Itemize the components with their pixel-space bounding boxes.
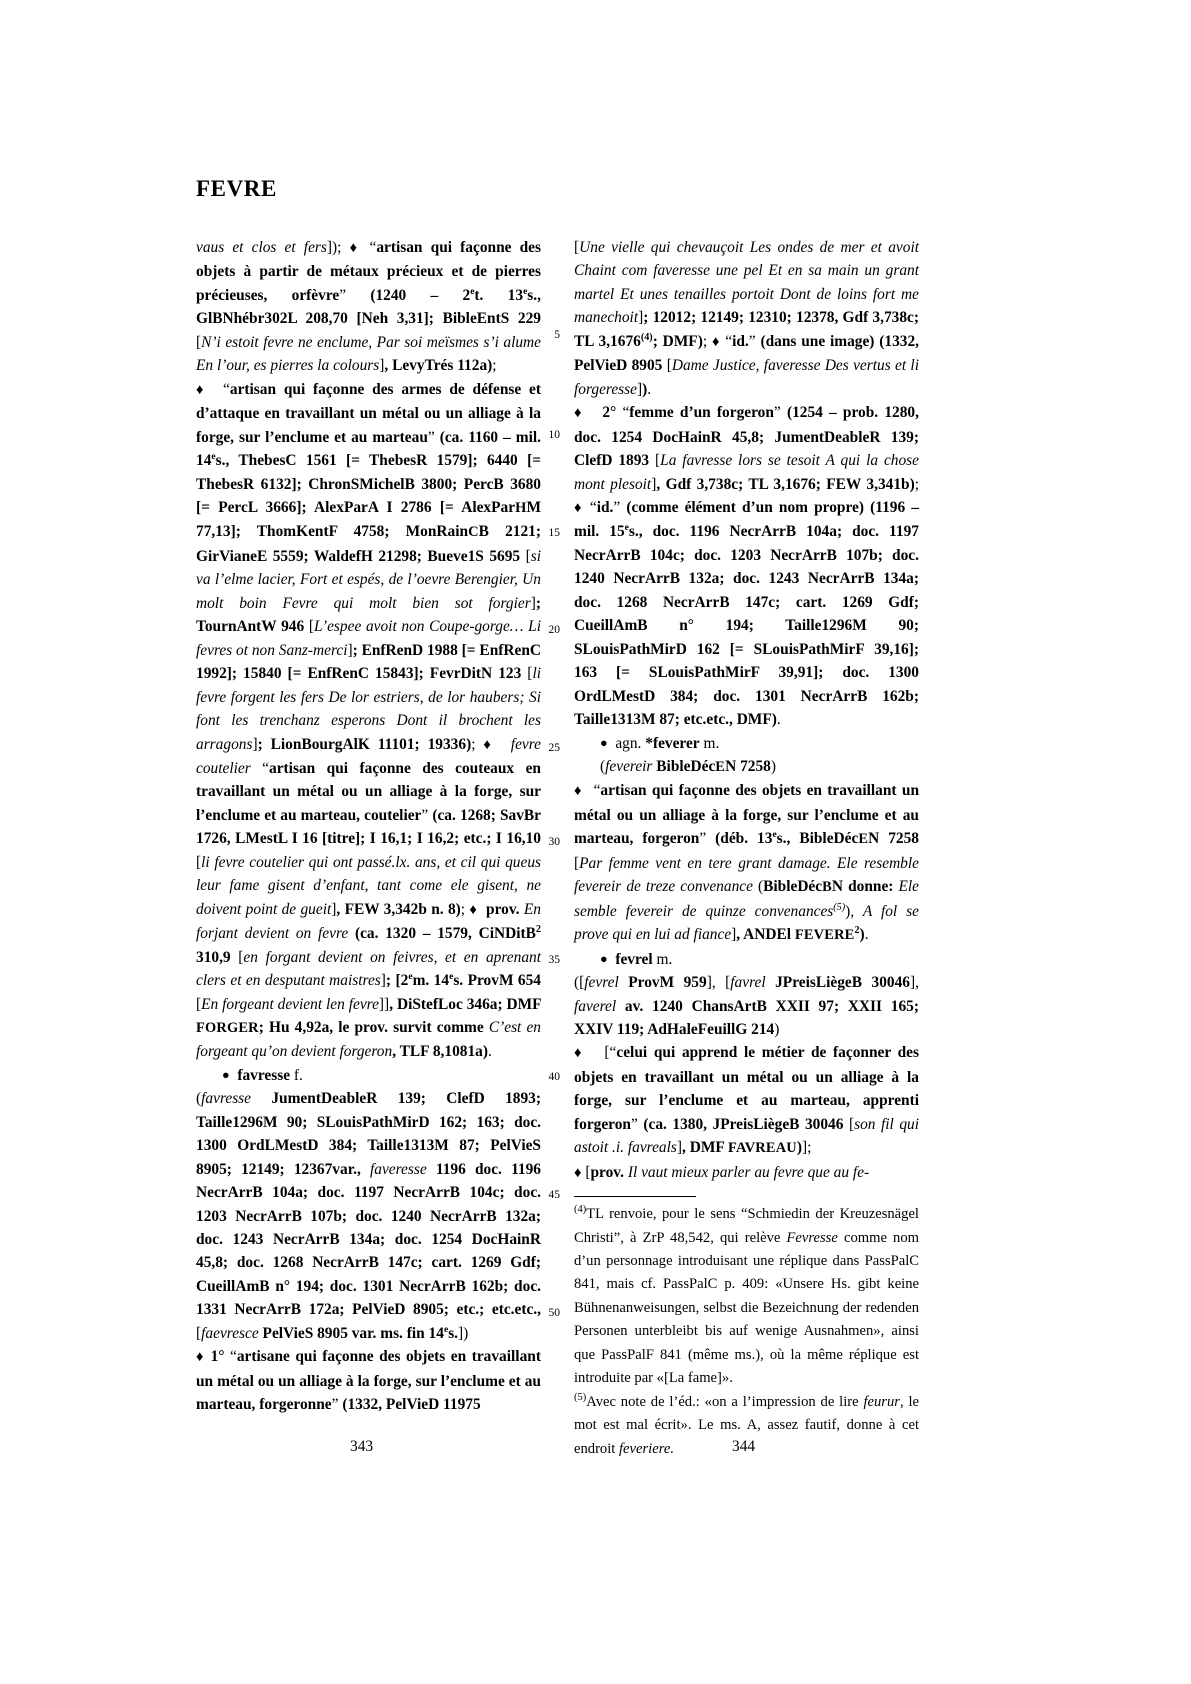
line-number: 5 <box>554 329 560 341</box>
diamond-icon <box>196 381 207 398</box>
sublemma-favresse: ● favresse f. <box>196 1064 541 1087</box>
line-number: 10 <box>548 429 560 441</box>
line-number: 20 <box>548 624 560 636</box>
footnote-mark-5: (5) <box>574 1391 587 1403</box>
paragraph-sense-1-artisane: ♦ 1° “artisane qui façonne des objets en travaillant un métal ou un alliage à la forge, sur l’enclume et au marteau, forgeronne” (1332, PelVieD 11975 <box>196 1345 541 1416</box>
diamond-icon <box>574 404 584 421</box>
paragraph-favresse-attestations: (favresse JumentDeableR 139; ClefD 1893; Taille1296M 90; SLouisPathMirD 162; 163; doc. 1300 OrdLMestD 384; Taille1313M 87; PelVieS 8905; 12149; 12367var., faveresse 1196 doc. 1196 NecrArrB 104a; doc. 1197 NecrArrB 104c; doc. 1203 NecrArrB 107b; doc. 1240 NecrArrB 132a; doc. 1243 NecrArrB 134a; doc. 1254 DocHainR 45,8; doc. 1268 NecrArrB 147c; cart. 1269 Gdf; CueillAmB n° 194; doc. 1301 NecrArrB 162b; doc. 1331 NecrArrB 172a; PelVieD 8905; etc.; etc.etc., [faevresce PelVieS 8905 var. ms. fin 14es.]) <box>196 1090 541 1342</box>
paragraph-sense-orfevre: vaus et clos et fers]); ♦ “artisan qui façonne des objets à partir de métaux précieux et de pierres précieuses, orfèvre” (1240 – 2et. 13es., GlBNhébr302L 208,70 [Neh 3,31]; BibleEntS 229 [N’i estoit fevre ne enclume, Par soi meïsmes s’i alume En l’our, es pierres la colours], LevyTrés 112a); <box>196 236 541 378</box>
paragraph-fevrel-sense: ♦ [“celui qui apprend le métier de façonner des objets en travaillant un métal ou un alliage à la forge, sur l’enclume et au marteau, apprenti forgeron” (ca. 1380, JPreisLiègeB 30046 [son fil qui astoit .i. favreals], DMF FAVREAU)]; <box>574 1041 919 1160</box>
page-number-footer <box>0 1438 1191 1468</box>
diamond-icon <box>196 1348 205 1365</box>
diamond-icon <box>574 499 584 516</box>
footnote-5: $^{(5)}$Avec note de l’éd.: «on a l’impression de lire feurur, le mot est mal écrit». Le ms. A, assez fautif, donne à cet endroit feveriere. <box>574 1391 919 1457</box>
line-number: 40 <box>548 1071 560 1083</box>
footnote-mark-4: (4) <box>574 1204 587 1216</box>
paragraph-sense-armes: ♦ “artisan qui façonne des armes de défense et d’attaque en travaillant un métal ou un alliage à la forge, sur l’enclume et au marteau” (ca. 1160 – mil. 14es., ThebesC 1561 [= ThebesR 1579]; 6440 [= ThebesR 6132]; ChronSMichelB 3800; PercB 3680 [= PercL 3666]; AlexParA I 2786 [= AlexParHM 77,13]; ThomKentF 4758; MonRainCB 2121; GirVianeE 5559; WaldefH 21298; Bueve1S 5695 [si va l’elme lacier, Fort et espés, de l’oevre Berengier, Un molt boin Fevre qui molt bien sot forgier]; TournAntW 946 [L’espee avoit non Coupe-gorge… Li fevres ot non Sanz-merci]; EnfRenD 1988 [= EnfRenC 1992]; 15840 [= EnfRenC 15843]; FevrDitN 123 [li fevre forgent les fers De lor estriers, de lor haubers; Si font les trenchanz esperons Dont il brochent les arragons]; LionBourgAlK 11101; 19336); ♦ fevre coutelier “artisan qui façonne des couteaux en travaillant un métal ou un alliage à la forge, sur l’enclume et au marteau, coutelier” (ca. 1268; SavBr 1726, LMestL I 16 [titre]; I 16,1; I 16,2; etc.; I 16,10 [li fevre coutelier qui ont passé.lx. ans, et cil qui queus leur fame gisent d’enfant, tant come ele gisent, ne doivent point de gueit], FEW 3,342b n. 8); ♦ prov. En forjant devient on fevre (ca. 1320 – 1579, CiNDitB$^2$ 310,9 [en forgant devient on feivres, et en aprenant clers et en desputant maistres]; [2em. 14es. ProvM 654 [En forgeant devient len fevre]], DiStefLoc 346a; DMF FORGER; Hu 4,92a, le prov. survit comme C’est en forgeant qu’on devient forgeron, TLF 8,1081a). <box>196 378 541 1064</box>
diamond-icon <box>712 333 720 350</box>
line-number: 30 <box>548 836 560 848</box>
bullet-icon <box>600 951 608 968</box>
line-number: 35 <box>548 954 560 966</box>
diamond-icon <box>574 1164 581 1181</box>
paragraph-fevrel-attestations: ([fevrel ProvM 959], [favrel JPreisLiègeB 30046], faverel av. 1240 ChansArtB XXII 97; XXII 165; XXIV 119; AdHaleFeuillG 214) <box>574 974 919 1038</box>
bullet-icon <box>600 735 608 752</box>
paragraph-pelvied-citation: [Une vielle qui chevauçoit Les ondes de mer et avoit Chaint com faveresse une pel Et en sa main un grant martel Et unes tenailles portoit Dont de loins fort me manechoit]; 12012; 12149; 12310; 12378, Gdf 3,738c; TL 3,1676$^{(4)}$; DMF); ♦ “id.” (dans une image) (1332, PelVieD 8905 [Dame Justice, faveresse Des vertus et li forgeresse]). <box>574 236 919 401</box>
diamond-icon <box>574 782 583 799</box>
line-number: 25 <box>548 742 560 754</box>
line-number: 50 <box>548 1307 560 1319</box>
footnote-separator-rule <box>574 1196 696 1197</box>
line-number: 15 <box>548 527 560 539</box>
column-right <box>574 236 919 1461</box>
page-number-right: 344 <box>732 1438 756 1455</box>
diamond-icon <box>350 239 362 256</box>
sublemma-fevrel: ● fevrel m. <box>574 948 919 971</box>
paragraph-fevrel-proverb: ♦ [prov. Il vaut mieux parler au fevre que au fe- <box>574 1161 919 1185</box>
paragraph-sense-2-femme-forgeron: ♦ 2° “femme d’un forgeron” (1254 – prob. 1280, doc. 1254 DocHainR 45,8; JumentDeableR 139; ClefD 1893 [La favresse lors se tesoit A qui la chose mont plesoit], Gdf 3,738c; TL 3,1676; FEW 3,341b); ♦ “id.” (comme élément d’un nom propre) (1196 – mil. 15es., doc. 1196 NecrArrB 104a; doc. 1197 NecrArrB 104c; doc. 1203 NecrArrB 107b; doc. 1240 NecrArrB 132a; doc. 1243 NecrArrB 134a; doc. 1268 NecrArrB 147c; cart. 1269 Gdf; CueillAmB n° 194; Taille1296M 90; SLouisPathMirD 162 [= SLouisPathMirF 39,16]; 163 [= SLouisPathMirF 39,91]; doc. 1300 OrdLMestD 384; doc. 1301 NecrArrB 162b; Taille1313M 87; etc.etc., DMF). <box>574 401 919 731</box>
footnote-4: $^{(4)}$TL renvoie, pour le sens “Schmiedin der Kreuzesnägel Christi”, à ZrP 48,542, qui relève Fevresse comme nom d’un personnage introduisant une réplique dans PassPalC 841, mais cf. PassPalC p. 409: «Unsere Hs. gibt keine Bühnenanweisungen, selbst die Bezeichnung der redenden Personen unterbleibt bis auf wenige Ausnahmen», ainsi que PassPalF 841 (même ms.), où la même réplique est introduite par «[La fame]». <box>574 1204 919 1387</box>
column-left <box>196 236 541 1417</box>
line-number: 45 <box>548 1189 560 1201</box>
diamond-icon <box>483 736 495 753</box>
bullet-icon <box>222 1067 230 1084</box>
paragraph-feverer-attestations: (fevereir BibleDécEN 7258) <box>600 757 776 775</box>
diamond-icon <box>469 901 477 918</box>
paragraph-feverer-sense: ♦ “artisan qui façonne des objets en travaillant un métal ou un alliage à la forge, sur l’enclume et au marteau, forgeron” (déb. 13es., BibleDécEN 7258 [Par femme vent en tere grant damage. Ele resemble fevereir de treze convenance (BibleDécBN donne: Ele semble fevereir de quinze convenances$^{(5)}$), A fol se prove qui en lui ad fiance], ANDEl FEVERE$^2$). <box>574 779 919 947</box>
footnotes-block <box>574 1203 919 1461</box>
page-number-left: 343 <box>350 1438 374 1455</box>
sublemma-feverer: ● agn. *feverer m. <box>574 732 919 755</box>
diamond-icon <box>574 1044 584 1061</box>
running-head: FEVRE <box>196 176 277 201</box>
